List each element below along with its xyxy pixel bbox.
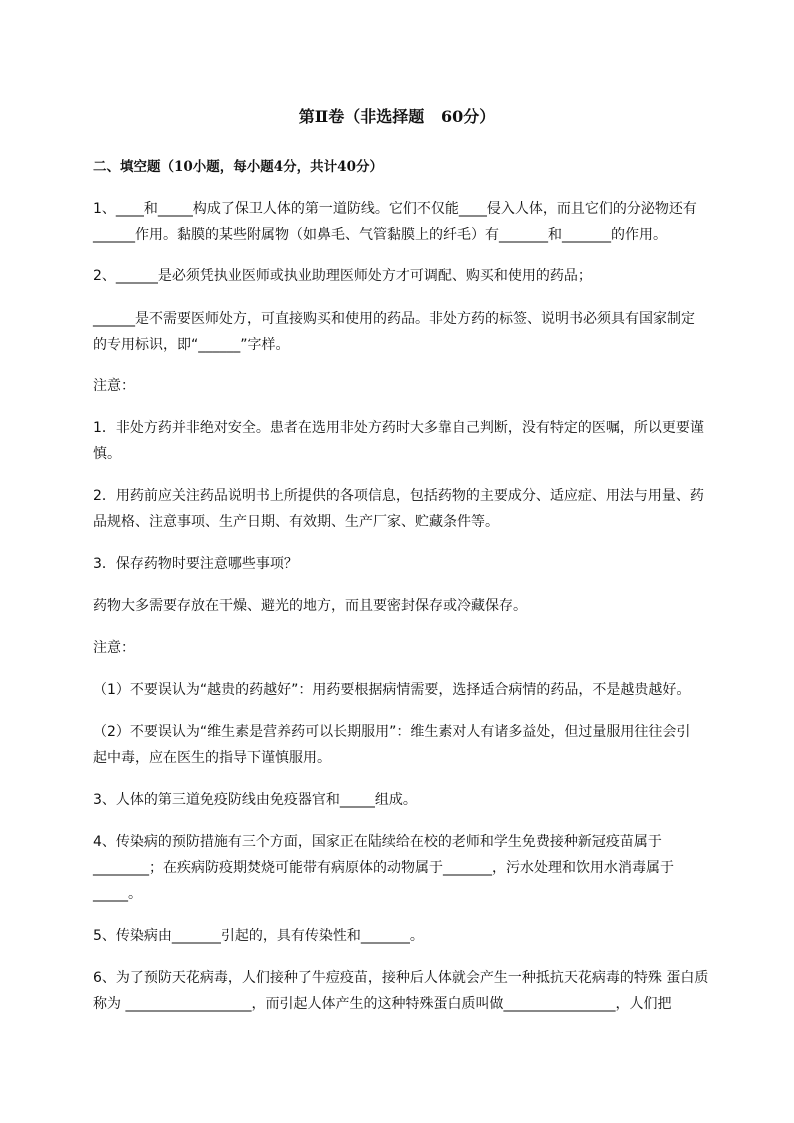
text-line: ________；在疾病防疫期焚烧可能带有病原体的动物属于_______，污水处理和饮用水消毒属于 xyxy=(93,860,674,876)
text-line: 称为 __________________，而引起人体产生的这种特殊蛋白质叫做________________，人们把 xyxy=(93,996,672,1012)
text-line: 6、为了预防天花病毒，人们接种了牛痘疫苗，接种后人体就会产生一种抵抗天花病毒的特殊 蛋白质 xyxy=(93,970,709,986)
text-line: ______作用。黏膜的某些附属物（如鼻毛、气管黏膜上的纤毛）有_______和_______的作用。 xyxy=(93,227,667,243)
page-title: 第Ⅱ卷（非选择题 60分） xyxy=(298,107,496,126)
text-line: （2）不要误认为“维生素是营养药可以长期服用”：维生素对人有诸多益处，但过量服用往往会引 xyxy=(93,724,691,740)
text-line: 2、______是必须凭执业医师或执业助理医师处方才可调配、购买和使用的药品； xyxy=(93,268,592,284)
text-line: 3．保存药物时要注意哪些事项？ xyxy=(93,556,298,572)
text-line: 1、____和_____构成了保卫人体的第一道防线。它们不仅能____侵入人体，而且它们的分泌物还有 xyxy=(93,201,697,217)
text-line: 注意： xyxy=(93,640,135,656)
section-heading: 二、填空题（10小题，每小题4分，共计40分） xyxy=(93,159,383,175)
text-line: ______是不需要医师处方，可直接购买和使用的药品。非处方药的标签、说明书必须具有国家制定 xyxy=(93,311,695,327)
text-line: 4、传染病的预防措施有三个方面，国家正在陆续给在校的老师和学生免费接种新冠疫苗属于 xyxy=(93,834,662,850)
text-line: 注意： xyxy=(93,378,135,394)
text-line: 品规格、注意事项、生产日期、有效期、生产厂家、贮藏条件等。 xyxy=(93,514,499,530)
text-line: 1．非处方药并非绝对安全。患者在选用非处方药时大多靠自己判断，没有特定的医嘱，所以更要谨 xyxy=(93,420,704,436)
text-line: 3、人体的第三道免疫防线由免疫器官和_____组成。 xyxy=(93,792,417,808)
text-line: 慎。 xyxy=(93,446,121,462)
text-line: （1）不要误认为“越贵的药越好”：用药要根据病情需要，选择适合病情的药品，不是越贵越好。 xyxy=(93,682,691,698)
text-line: 起中毒，应在医生的指导下谨慎服用。 xyxy=(93,750,331,766)
text-line: 5、传染病由_______引起的，具有传染性和_______。 xyxy=(93,928,424,944)
text-line: 2．用药前应关注药品说明书上所提供的各项信息，包括药物的主要成分、适应症、用法与用量、药 xyxy=(93,488,704,504)
text-line: _____。 xyxy=(93,886,142,902)
text-line: 药物大多需要存放在干燥、避光的地方，而且要密封保存或冷藏保存。 xyxy=(93,598,527,614)
text-line: 的专用标识，即“______”字样。 xyxy=(93,337,290,353)
